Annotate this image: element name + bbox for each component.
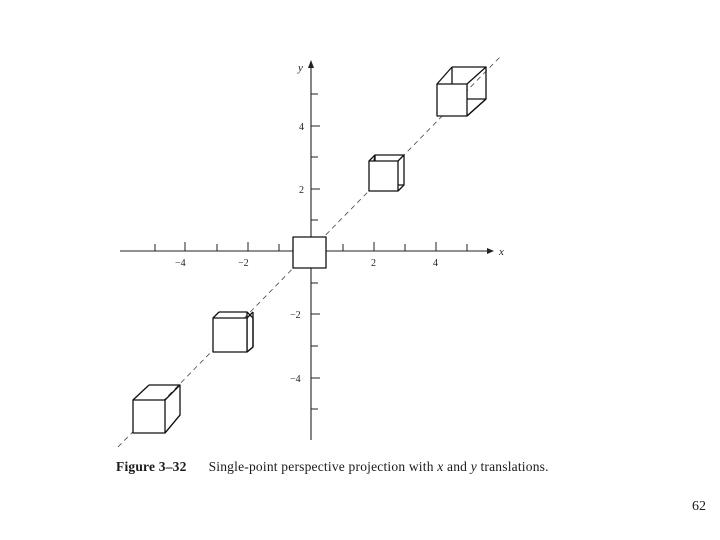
y-tick-label: 4 (299, 122, 304, 133)
y-axis-label: y (298, 62, 303, 74)
caption-text-2: and (443, 459, 471, 474)
figure-caption (116, 459, 549, 475)
figure-label: Figure 3–32 (116, 459, 187, 474)
x-tick-label: −2 (238, 258, 249, 269)
y-tick-label: 2 (299, 185, 304, 196)
x-tick-label: −4 (175, 258, 186, 269)
x-tick-label: 2 (371, 258, 376, 269)
cube-upper-far (437, 67, 486, 116)
y-tick-label: −2 (290, 310, 301, 321)
caption-x-var: x (437, 459, 444, 474)
page-number: 62 (692, 499, 706, 514)
caption-y-var: y (470, 459, 477, 474)
caption-text-3: translations. (476, 459, 549, 474)
cube-lower-far (133, 385, 180, 433)
cube-lower-near (213, 312, 253, 352)
cube-upper-near (369, 155, 404, 191)
x-axis-label: x (499, 246, 504, 258)
y-tick-label: −4 (290, 374, 301, 385)
caption-text-1: Single-point perspective projection with (208, 459, 438, 474)
x-tick-label: 4 (433, 258, 438, 269)
cube-origin (293, 237, 326, 268)
